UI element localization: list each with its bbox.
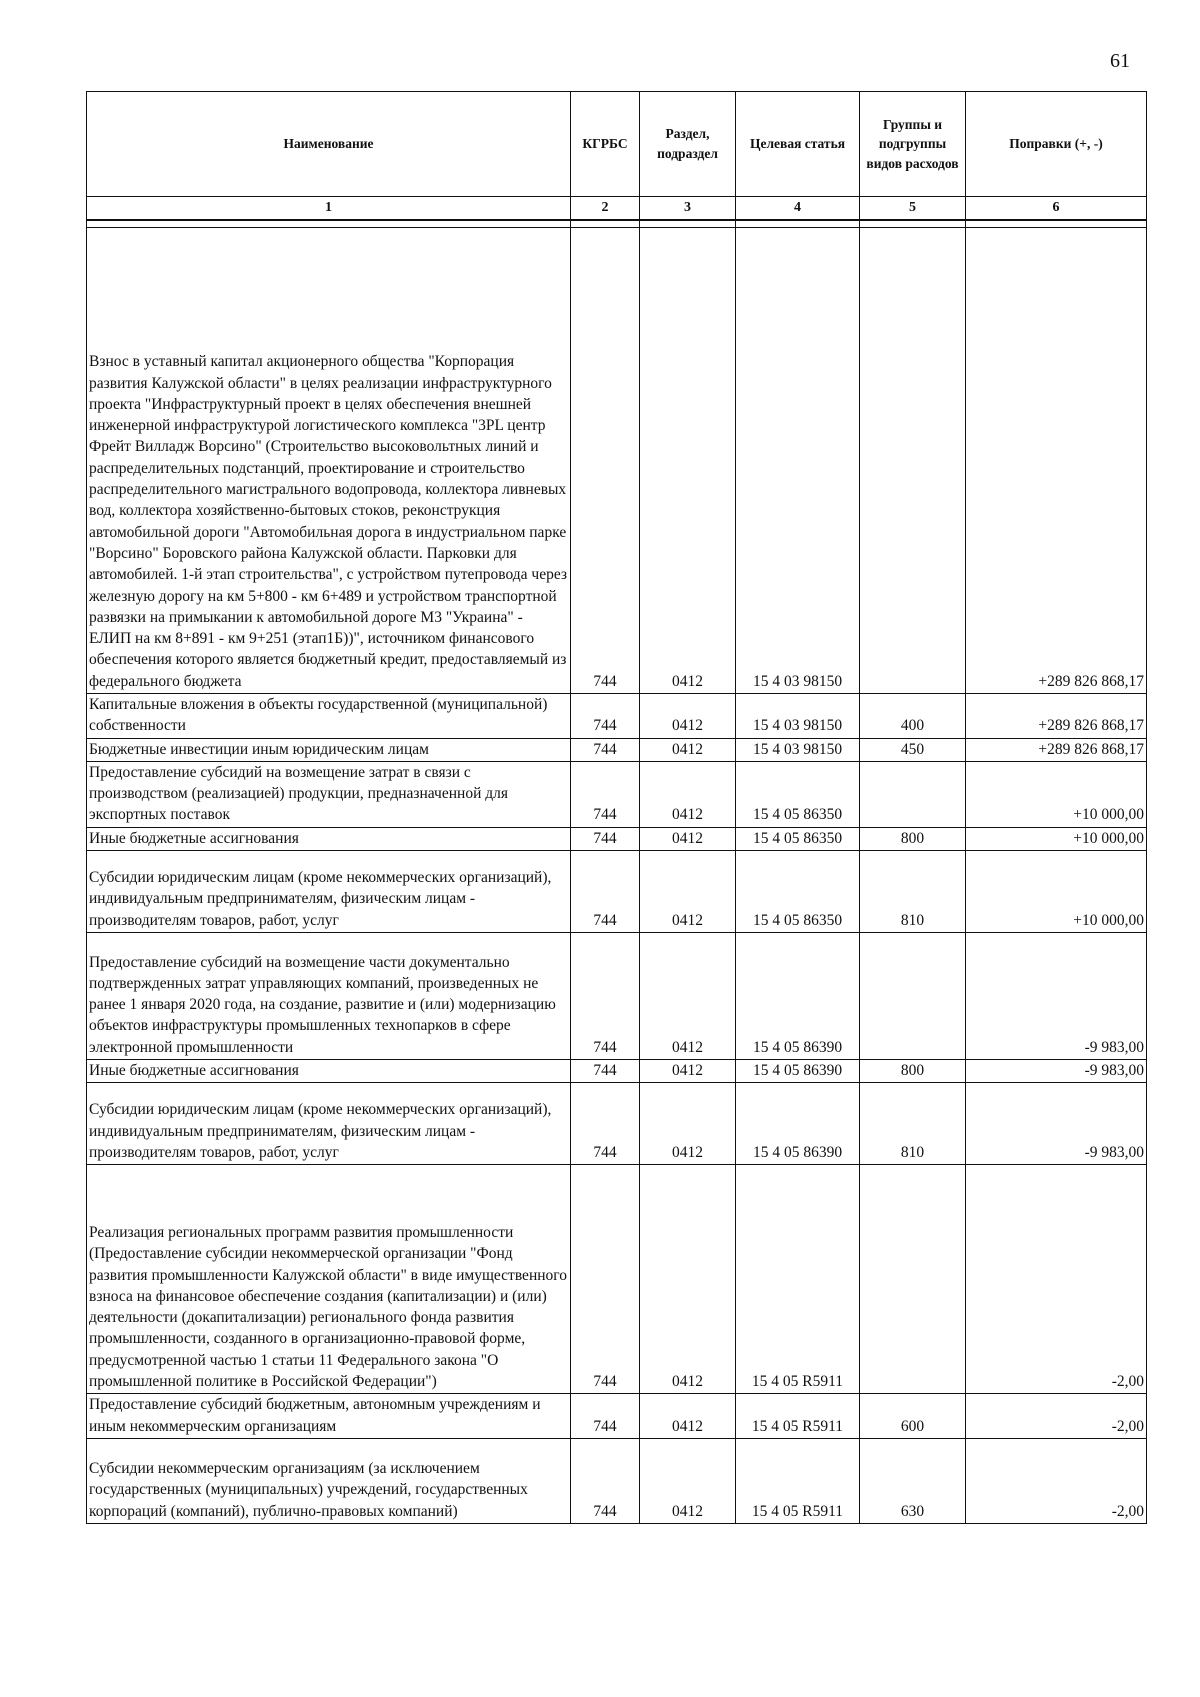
row-target-article: 15 4 05 R5911: [736, 1394, 860, 1439]
header-name: Наименование: [87, 92, 571, 197]
row-amount: +10 000,00: [966, 827, 1147, 850]
row-amount: -2,00: [966, 1165, 1147, 1394]
row-razdel: 0412: [640, 933, 736, 1060]
row-target-article: 15 4 05 86350: [736, 761, 860, 827]
row-kgrbs: 744: [571, 1060, 640, 1083]
row-target-article: 15 4 05 86390: [736, 933, 860, 1060]
row-expense-group: 800: [860, 1060, 966, 1083]
row-name: Субсидии некоммерческим организациям (за исключением государственных (муниципальных) учреждений, государственных корпораций (компаний), публично-правовых компаний): [87, 1438, 571, 1523]
row-razdel: 0412: [640, 1060, 736, 1083]
row-name: Взнос в уставный капитал акционерного общества "Корпорация развития Калужской области" в целях реализации инфраструктурного проекта "Инфраструктурный проект в целях обеспечения внешней инженерной инфраструктурой логистического комплекса "3PL центр Фрейт Вилладж Ворсино" (Строительство высоковольтных линий и распределительных подстанций, проектирование и строительство распределительного магистрального водопровода, коллектора ливневых вод, коллектора хозяйственно-бытовых стоков, реконструкция автомобильной дороги "Автомобильная дорога в индустриальном парке "Ворсино" Боровского района Калужской области. Парковки для автомобилей. 1-й этап строительства", с устройством путепровода через железную дорогу на км 5+800 - км 6+489 и устройством транспортной развязки на примыкании к автомобильной дороге М3 "Украина" - ЕЛИП на км 8+891 - км 9+251 (этап1Б))", источником финансового обеспечения которого является бюджетный кредит, предоставляемый из федерального бюджета: [87, 228, 571, 694]
header-num-1: 1: [87, 197, 571, 221]
row-amount: +289 826 868,17: [966, 694, 1147, 739]
row-expense-group: 800: [860, 827, 966, 850]
row-amount: -9 983,00: [966, 933, 1147, 1060]
header-num-4: 4: [736, 197, 860, 221]
row-expense-group: 810: [860, 1083, 966, 1165]
row-expense-group: [860, 761, 966, 827]
row-name: Предоставление субсидий на возмещение части документально подтвержденных затрат управляющих компаний, произведенных не ранее 1 января 2020 года, на создание, развитие и (или) модернизацию объектов инфраструктуры промышленных технопарков в сфере электронной промышленности: [87, 933, 571, 1060]
row-name: Капитальные вложения в объекты государственной (муниципальной) собственности: [87, 694, 571, 739]
row-razdel: 0412: [640, 1394, 736, 1439]
row-expense-group: [860, 933, 966, 1060]
page-number: 61: [1110, 50, 1130, 72]
row-amount: +289 826 868,17: [966, 228, 1147, 694]
table-row: [87, 933, 1147, 1060]
row-kgrbs: 744: [571, 933, 640, 1060]
row-target-article: 15 4 05 86390: [736, 1060, 860, 1083]
table-row: [87, 761, 1147, 827]
row-razdel: 0412: [640, 827, 736, 850]
table-row: [87, 827, 1147, 850]
table-row: [87, 228, 1147, 694]
row-name: Бюджетные инвестиции иным юридическим лицам: [87, 738, 571, 761]
row-kgrbs: 744: [571, 738, 640, 761]
header-num-2: 2: [571, 197, 640, 221]
row-kgrbs: 744: [571, 1083, 640, 1165]
table-row: [87, 1060, 1147, 1083]
row-kgrbs: 744: [571, 694, 640, 739]
row-name: Предоставление субсидий бюджетным, автономным учреждениям и иным некоммерческим организациям: [87, 1394, 571, 1439]
row-expense-group: [860, 228, 966, 694]
row-kgrbs: 744: [571, 1438, 640, 1523]
row-expense-group: 600: [860, 1394, 966, 1439]
header-razdel: Раздел, подраздел: [640, 92, 736, 197]
row-target-article: 15 4 05 86350: [736, 851, 860, 933]
row-amount: +10 000,00: [966, 851, 1147, 933]
table-row: [87, 1165, 1147, 1394]
row-name: Иные бюджетные ассигнования: [87, 1060, 571, 1083]
row-expense-group: [860, 1165, 966, 1394]
header-kgrbs: КГРБС: [571, 92, 640, 197]
table-row: [87, 694, 1147, 739]
row-kgrbs: 744: [571, 761, 640, 827]
header-num-3: 3: [640, 197, 736, 221]
row-name: Субсидии юридическим лицам (кроме некоммерческих организаций), индивидуальным предпринимателям, физическим лицам - производителям товаров, работ, услуг: [87, 851, 571, 933]
table-row: [87, 1394, 1147, 1439]
budget-amendments-table: [86, 91, 1147, 1524]
row-kgrbs: 744: [571, 851, 640, 933]
row-amount: -9 983,00: [966, 1083, 1147, 1165]
table-row: [87, 1083, 1147, 1165]
row-amount: -2,00: [966, 1438, 1147, 1523]
header-target-article: Целевая статья: [736, 92, 860, 197]
header-expense-groups: Группы и подгруппы видов расходов: [860, 92, 966, 197]
row-name: Реализация региональных программ развития промышленности (Предоставление субсидии некоммерческой организации "Фонд развития промышленности Калужской области" в виде имущественного взноса на финансовое обеспечение создания (капитализации) и (или) деятельности (докапитализации) регионального фонда развития промышленности, созданного в организационно-правовой форме, предусмотренной частью 1 статьи 11 Федерального закона "О промышленной политике в Российской Федерации"): [87, 1165, 571, 1394]
table-row: [87, 1438, 1147, 1523]
row-razdel: 0412: [640, 851, 736, 933]
row-expense-group: 450: [860, 738, 966, 761]
table-row: [87, 738, 1147, 761]
header-amendments: Поправки (+, -): [966, 92, 1147, 197]
row-expense-group: 400: [860, 694, 966, 739]
row-amount: -9 983,00: [966, 1060, 1147, 1083]
row-target-article: 15 4 03 98150: [736, 738, 860, 761]
row-target-article: 15 4 05 86350: [736, 827, 860, 850]
row-amount: +289 826 868,17: [966, 738, 1147, 761]
row-razdel: 0412: [640, 694, 736, 739]
row-amount: +10 000,00: [966, 761, 1147, 827]
row-target-article: 15 4 03 98150: [736, 694, 860, 739]
row-razdel: 0412: [640, 1083, 736, 1165]
row-target-article: 15 4 05 R5911: [736, 1438, 860, 1523]
header-num-6: 6: [966, 197, 1147, 221]
row-expense-group: 810: [860, 851, 966, 933]
row-kgrbs: 744: [571, 228, 640, 694]
row-target-article: 15 4 03 98150: [736, 228, 860, 694]
row-kgrbs: 744: [571, 827, 640, 850]
table-row: [87, 851, 1147, 933]
row-target-article: 15 4 05 86390: [736, 1083, 860, 1165]
row-expense-group: 630: [860, 1438, 966, 1523]
row-razdel: 0412: [640, 1165, 736, 1394]
row-razdel: 0412: [640, 1438, 736, 1523]
row-name: Субсидии юридическим лицам (кроме некоммерческих организаций), индивидуальным предпринимателям, физическим лицам - производителям товаров, работ, услуг: [87, 1083, 571, 1165]
row-name: Предоставление субсидий на возмещение затрат в связи с производством (реализацией) продукции, предназначенной для экспортных поставок: [87, 761, 571, 827]
row-razdel: 0412: [640, 228, 736, 694]
row-amount: -2,00: [966, 1394, 1147, 1439]
row-kgrbs: 744: [571, 1394, 640, 1439]
row-razdel: 0412: [640, 761, 736, 827]
row-razdel: 0412: [640, 738, 736, 761]
row-target-article: 15 4 05 R5911: [736, 1165, 860, 1394]
header-num-5: 5: [860, 197, 966, 221]
row-kgrbs: 744: [571, 1165, 640, 1394]
row-name: Иные бюджетные ассигнования: [87, 827, 571, 850]
